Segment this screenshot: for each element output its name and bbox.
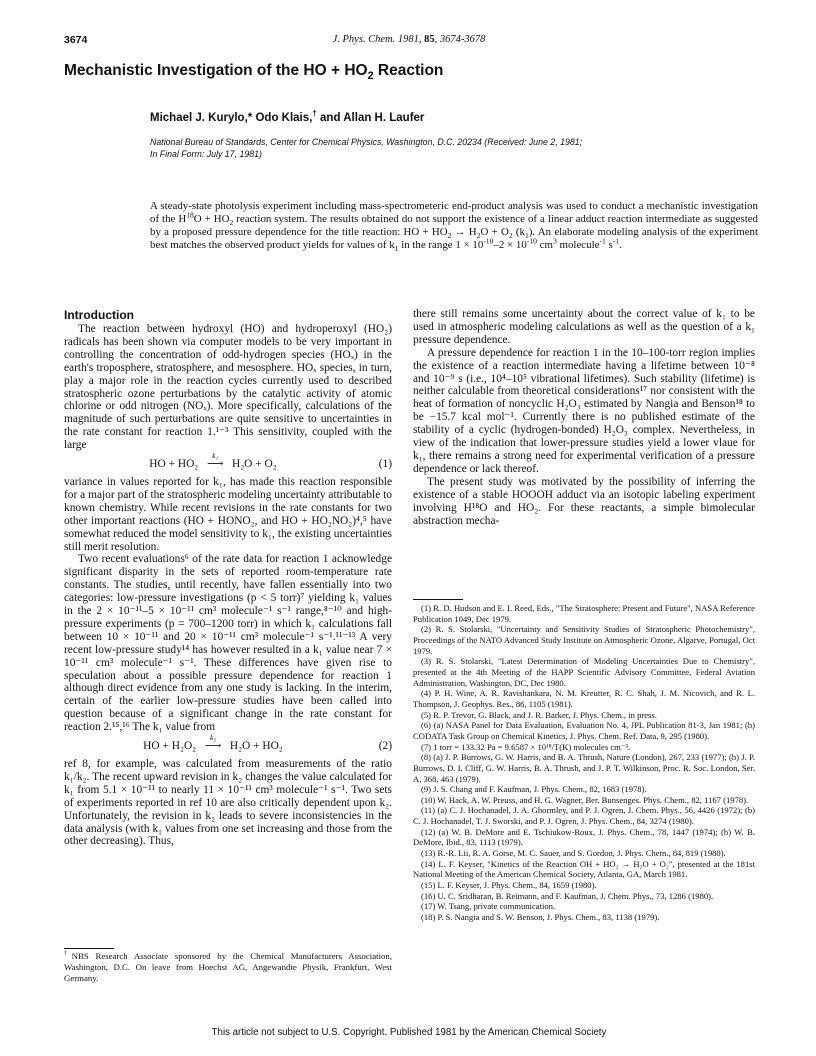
reference-item: (4) P. H. Wine, A. R. Ravishankara, N. M. Kreutter, R. C. Shah, J. M. Nicovich, and R. L. Thompson, J. Geophys. Res., 86, 1105 (1981). (413, 688, 755, 709)
rate-constant-label: k₁ (212, 451, 219, 461)
references-divider (413, 599, 463, 600)
equation-reactants: HO + HO₂ (149, 458, 199, 471)
dagger-mark: † (312, 109, 317, 119)
reference-item: (3) R. S. Stolarski, "Latest Determination of Modeling Uncertainties Due to Chemistry", presented at the 4th Meeting of the HAPP Scientific Advisory Committee, Federal Aviation Administration, Washington, DC, Dec 1980. (413, 656, 755, 688)
equation-products: H₂O + HO₂ (229, 740, 283, 753)
reference-list (413, 603, 755, 923)
body-paragraph: A pressure dependence for reaction 1 in the 10–100-torr region implies the existence of a reaction intermediate having a lifetime between 10⁻⁸ and 10⁻⁹ s (i.e., 10⁴–10⁵ vibrational lifetimes). Such stability (lifetime) is neither calculable from theoretical considerations¹⁷ nor consistent with the heat of formation of noncyclic H₂O₃ estimated by Nangia and Benson¹⁸ to be −15.7 kcal mol⁻¹. Currently there is no published estimate of the stability of a cyclic (hydrogen-bonded) H₂O₃ complex. Nevertheless, in view of the indication that lower-pressure studies yield a lower vlaue for k₁, there remains a strong need for experimental verification of a pressure dependence or lack thereof. (413, 346, 755, 475)
reference-item: (12) (a) W. B. DeMore and E. Tschiukow-Roux, J. Phys. Chem., 78, 1447 (1974); (b) W. B. DeMore, Ibid., 83, 1113 (1979). (413, 826, 755, 848)
affiliation-line-2: In Final Form: July 17, 1981) (150, 149, 262, 159)
body-paragraph: there still remains some uncertainty about the correct value of k₁ to be used in atmospheric modeling calculations as well as the question of a k₁ pressure dependence. (413, 308, 755, 346)
reference-item: (15) L. F. Keyser, J. Phys. Chem., 84, 1659 (1980). (421, 880, 597, 891)
equation-body (64, 451, 362, 471)
running-header (64, 34, 754, 48)
equation-2 (64, 733, 392, 753)
equation-products: H₂O + O₂ (231, 458, 277, 471)
reference-item: (10) W. Hack, A. W. Preuss, and H. G. Wagner, Ber. Bunsenges. Phys. Chem., 82, 1167 (1978). (421, 794, 749, 805)
journal-name: J. Phys. Chem. (332, 34, 396, 45)
author-1: Michael J. Kurylo,* (150, 112, 253, 124)
page-number: 3674 (64, 34, 88, 46)
body-paragraph: The reaction between hydroxyl (HO) and hydroperoxyl (HO₂) radicals has been shown via computer models to be very important in controlling the concentration of odd-hydrogen species (HOₓ) in the earth's troposphere, stratosphere, and mesosphere. HOₓ species, in turn, play a major role in the reaction cycles currently used to described stratospheric ozone perturbations by the catalytic activity of atomic chlorine or odd nitrogen (NOₓ). More specifically, calculations of the magnitude of such perturbations are quite sensitive to uncertainties in the rate constant for reaction 1.¹⁻³ This sensitivity, coupled with the large (64, 323, 392, 452)
equation-number: (2) (378, 740, 392, 753)
reference-item: (2) R. S. Stolarski, "Uncertainty and Sensitivity Studies of Stratospheric Photochemistry", Proceedings of the NATO Advanced Study Institute on Atmospheric Ozone, Algarve, Portugal, Oct 1979. (413, 624, 755, 656)
reference-item: (5) R. P. Trevor, G. Black, and J. R. Barker, J. Phys. Chem., in press. (421, 709, 657, 720)
reference-item: (13) R.-R. Lii, R. A. Gorse, M. C. Sauer, and S. Gordon, J. Phys. Chem., 84, 819 (1980). (421, 848, 726, 859)
reference-item: (8) (a) J. P. Burrows, G. W. Harris, and B. A. Thrush, Nature (London), 267, 233 (1977); (b) J. P. Burrows, D. I. Cliff, G. W. Harris, B. A. Thrush, and J. P. T. Wilkinson, Proc. R. Soc. London, Ser. A, 368, 463 (1979). (413, 752, 755, 784)
journal-volume: 85 (424, 34, 435, 45)
body-paragraph: Two recent evaluations⁶ of the rate data for reaction 1 acknowledge significant disparity in the sets of reported room-temperature rate constants. The studies, until recently, have fallen essentially into two categories: low-pressure investigations (p < 5 torr)⁷ yielding k₁ values in the 2 × 10⁻¹¹–5 × 10⁻¹¹ cm³ molecule⁻¹ s⁻¹ range,⁸⁻¹⁰ and high-pressure experiments (p = 700–1200 torr) in which k₁ calculations fall between 10 × 10⁻¹¹ and 20 × 10⁻¹¹ cm³ molecule⁻¹ s⁻¹.¹¹⁻¹³ A very recent low-pressure study¹⁴ has however resulted in a k₁ value near 7 × 10⁻¹¹ cm³ molecule⁻¹ s⁻¹. These differences have given rise to speculation about a possible pressure dependence for reaction 1 although direct evidence from any one study is lacking. In the interim, certain of the earlier low-pressure studies have been called into question because of a significant change in the rate constant for reaction 2.¹⁵,¹⁶ The k₁ value from (64, 553, 392, 734)
reference-item: (7) 1 torr = 133.32 Pa = 9.6587 × 10¹⁸/T(K) molecules cm⁻³. (421, 741, 631, 752)
right-column (413, 308, 755, 527)
author-3: and Allan H. Laufer (320, 112, 425, 124)
footnote-divider (64, 948, 114, 949)
body-paragraph: The present study was motivated by the possibility of inferring the existence of a stable HOOOH adduct via an isotopic labeling experiment involving H¹⁸O and HO₂. For these reactants, a simple bimolecular abstraction mecha- (413, 475, 755, 527)
author-list (150, 109, 750, 124)
footnote (64, 951, 392, 983)
reference-item: (16) U. C. Sridharan, B. Reimann, and F. Kaufman, J. Chem. Phys., 73, 1286 (1980). (421, 890, 714, 901)
equation-body (64, 733, 362, 753)
footnote-text: NBS Research Associate sponsored by the Chemical Manufacturers Association, Washington, D.C. On leave from Hoechst AG, Angewandte Physik, Frankfurt, West Germany. (64, 951, 393, 983)
abstract: A steady-state photolysis experiment including mass-spectrometeric end-product analysis was used to conduct a mechanistic investigation of the $H^{18}O + HO_2$ reaction system. The results obtained do not support the existence of a linear adduct reaction intermediate as suggested by a proposed pressure dependence for the title reaction: HO + $HO_2 \to H_2O + O_2$ $(k_1)$. An elaborate modeling analysis of the experiment best matches the observed product yields for values of $k_1$ in the range $1 \times 10^{-10}-2 \times 10^{-10}$ $cm^3$ molecule$^{-1}$ $s^{-1}$. (150, 200, 759, 254)
reference-item: (6) (a) NASA Panel for Data Evaluation, Evaluation No. 4, JPL Publication 81-3, Jan 1981; (b) CODATA Task Group on Chemical Kinetics, J. Phys. Chem. Ref. Data, 9, 295 (1980). (413, 720, 755, 741)
reaction-arrow-icon: k₂ ⟶ (199, 740, 227, 753)
author-2: Odo Klais, (255, 112, 313, 124)
equation-1 (64, 451, 392, 471)
copyright-notice: This article not subject to U.S. Copyright. Published 1981 by the American Chemical Society (211, 1027, 607, 1038)
reference-item: (11) (a) C. J. Hochanadel, J. A. Ghormley, and P. J. Ogren, J. Chem. Phys., 56, 4426 (1972); (b) C. J. Hochanadel, T. J. Sworski, and P. J. Ogren, J. Phys. Chem., 84, 3274 (1980). (413, 805, 755, 827)
journal-citation: J. Phys. Chem. 1981, 85, 3674-3678 (332, 34, 486, 45)
equation-number: (1) (378, 458, 392, 471)
reference-item: (1) R. D. Hudson and E. I. Reed, Eds., "The Stratosphere: Present and Future", NASA Reference Publication 1049, Dec 1979. (413, 603, 755, 624)
body-paragraph: variance in values reported for k₁, has made this reaction responsible for a major part of the stratospheric modeling uncertainty attributable to known chemistry. While recent revisions in the rate constants for two other important reactions (HO + HONO₂, and HO + HO₂NO₂)⁴,⁵ have somewhat reduced the model sensitivity to k₁, the existing uncertainties still merit resolution. (64, 475, 392, 553)
article-title: Mechanistic Investigation of the HO + $HO_2$ Reaction (64, 62, 444, 83)
section-heading-introduction: Introduction (64, 308, 134, 322)
reaction-arrow-icon: k₁ ⟶ (201, 458, 229, 471)
body-paragraph: ref 8, for example, was calculated from measurements of the ratio k₁/k₂. The recent upward revision in k₂ changes the value calculated for k₁ from 5.1 × 10⁻¹¹ to nearly 11 × 10⁻¹¹ cm³ molecule⁻¹ s⁻¹. Two sets of experiments reported in ref 10 are also critically dependent upon k₂. Unfortunately, the revision in k₂ leads to severe inconsistencies in the data analysis (with k₁ values from one set increasing and those from the other decreasing). Thus, (64, 758, 392, 848)
reference-item: (14) L. F. Keyser, "Kinetics of the Reaction OH + HO₂ → H₂O + O₂", presented at the 181st National Meeting of the American Chemical Society, Atlanta, GA, March 1981. (413, 858, 755, 880)
reference-item: (17) W. Tsang, private communication. (421, 901, 556, 912)
rate-constant-label: k₂ (210, 733, 216, 743)
reference-item: (9) J. S. Chang and F. Kaufman, J. Phys. Chem., 82, 1683 (1978). (421, 784, 647, 795)
left-column (64, 308, 392, 848)
equation-reactants: HO + H₂O₂ (143, 740, 197, 753)
reference-item: (18) P. S. Nangia and S. W. Benson, J. Phys. Chem., 83, 1138 (1979). (421, 912, 660, 923)
footnote-mark: † (64, 951, 72, 958)
affiliation-line-1: National Bureau of Standards, Center for Chemical Physics, Washington, D.C. 20234 (Received: June 2, 1981; (150, 137, 583, 147)
affiliation (150, 136, 760, 160)
